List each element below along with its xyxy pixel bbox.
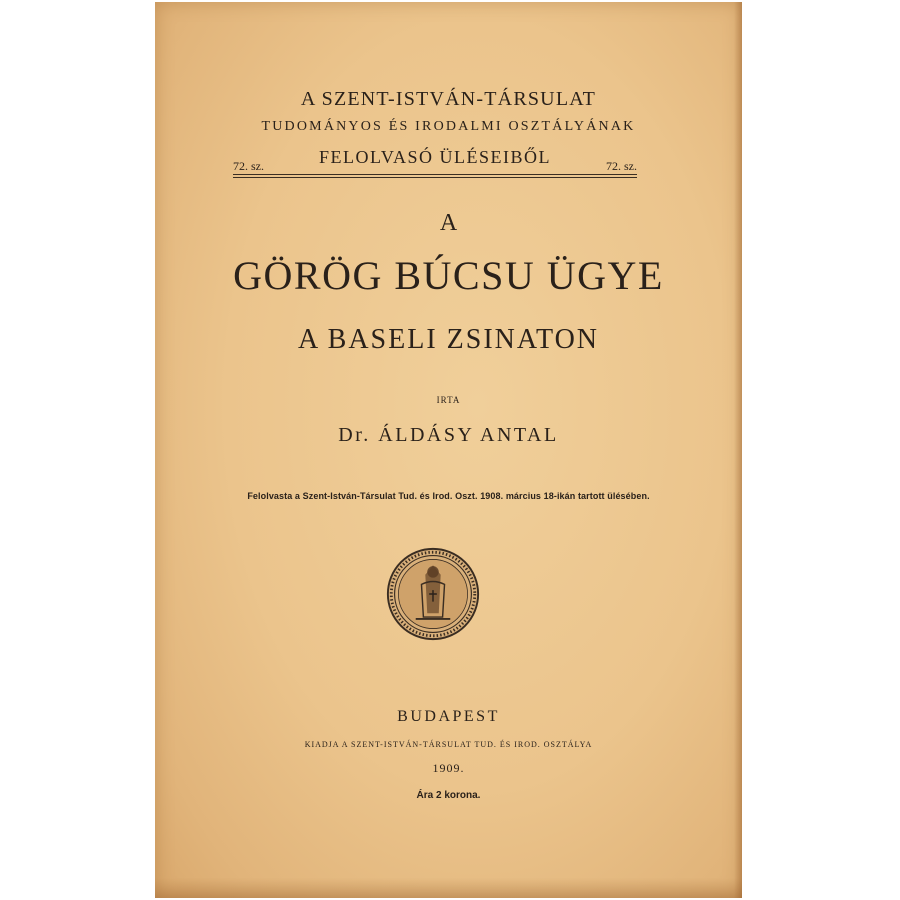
series-publisher-line: A SZENT-ISTVÁN-TÁRSULAT <box>300 88 597 110</box>
lecture-note: Felolvasta a Szent-István-Társulat Tud. és Irod. Oszt. 1908. március 18-ikán tartott ülésében. <box>247 491 650 501</box>
series-rule-bottom <box>233 177 637 178</box>
page-title: GÖRÖG BÚCSU ÜGYE <box>233 253 664 298</box>
publication-year: 1909. <box>432 761 465 775</box>
paper-edge-shadow-bottom <box>155 878 742 898</box>
series-rule-top <box>233 174 637 175</box>
series-number-left: 72. sz. <box>233 159 264 173</box>
society-seal-icon <box>385 546 481 642</box>
price-line: Ára 2 korona. <box>416 790 481 801</box>
series-number-right: 72. sz. <box>606 159 637 173</box>
author-name: Dr. ÁLDÁSY ANTAL <box>338 424 559 446</box>
title-article: A <box>439 210 458 236</box>
series-name-line: FELOLVASÓ ÜLÉSEIBŐL <box>318 147 552 167</box>
series-department-line: TUDOMÁNYOS ÉS IRODALMI OSZTÁLYÁNAK <box>261 119 636 134</box>
byline-label: IRTA <box>436 395 461 405</box>
publisher-line: KIADJA A SZENT-ISTVÁN-TÁRSULAT TUD. ÉS IROD. OSZTÁLYA <box>304 740 593 749</box>
publication-city: BUDAPEST <box>397 708 500 725</box>
page-subtitle: A BASELI ZSINATON <box>297 324 600 355</box>
series-row <box>233 147 637 177</box>
book-cover <box>155 2 742 898</box>
